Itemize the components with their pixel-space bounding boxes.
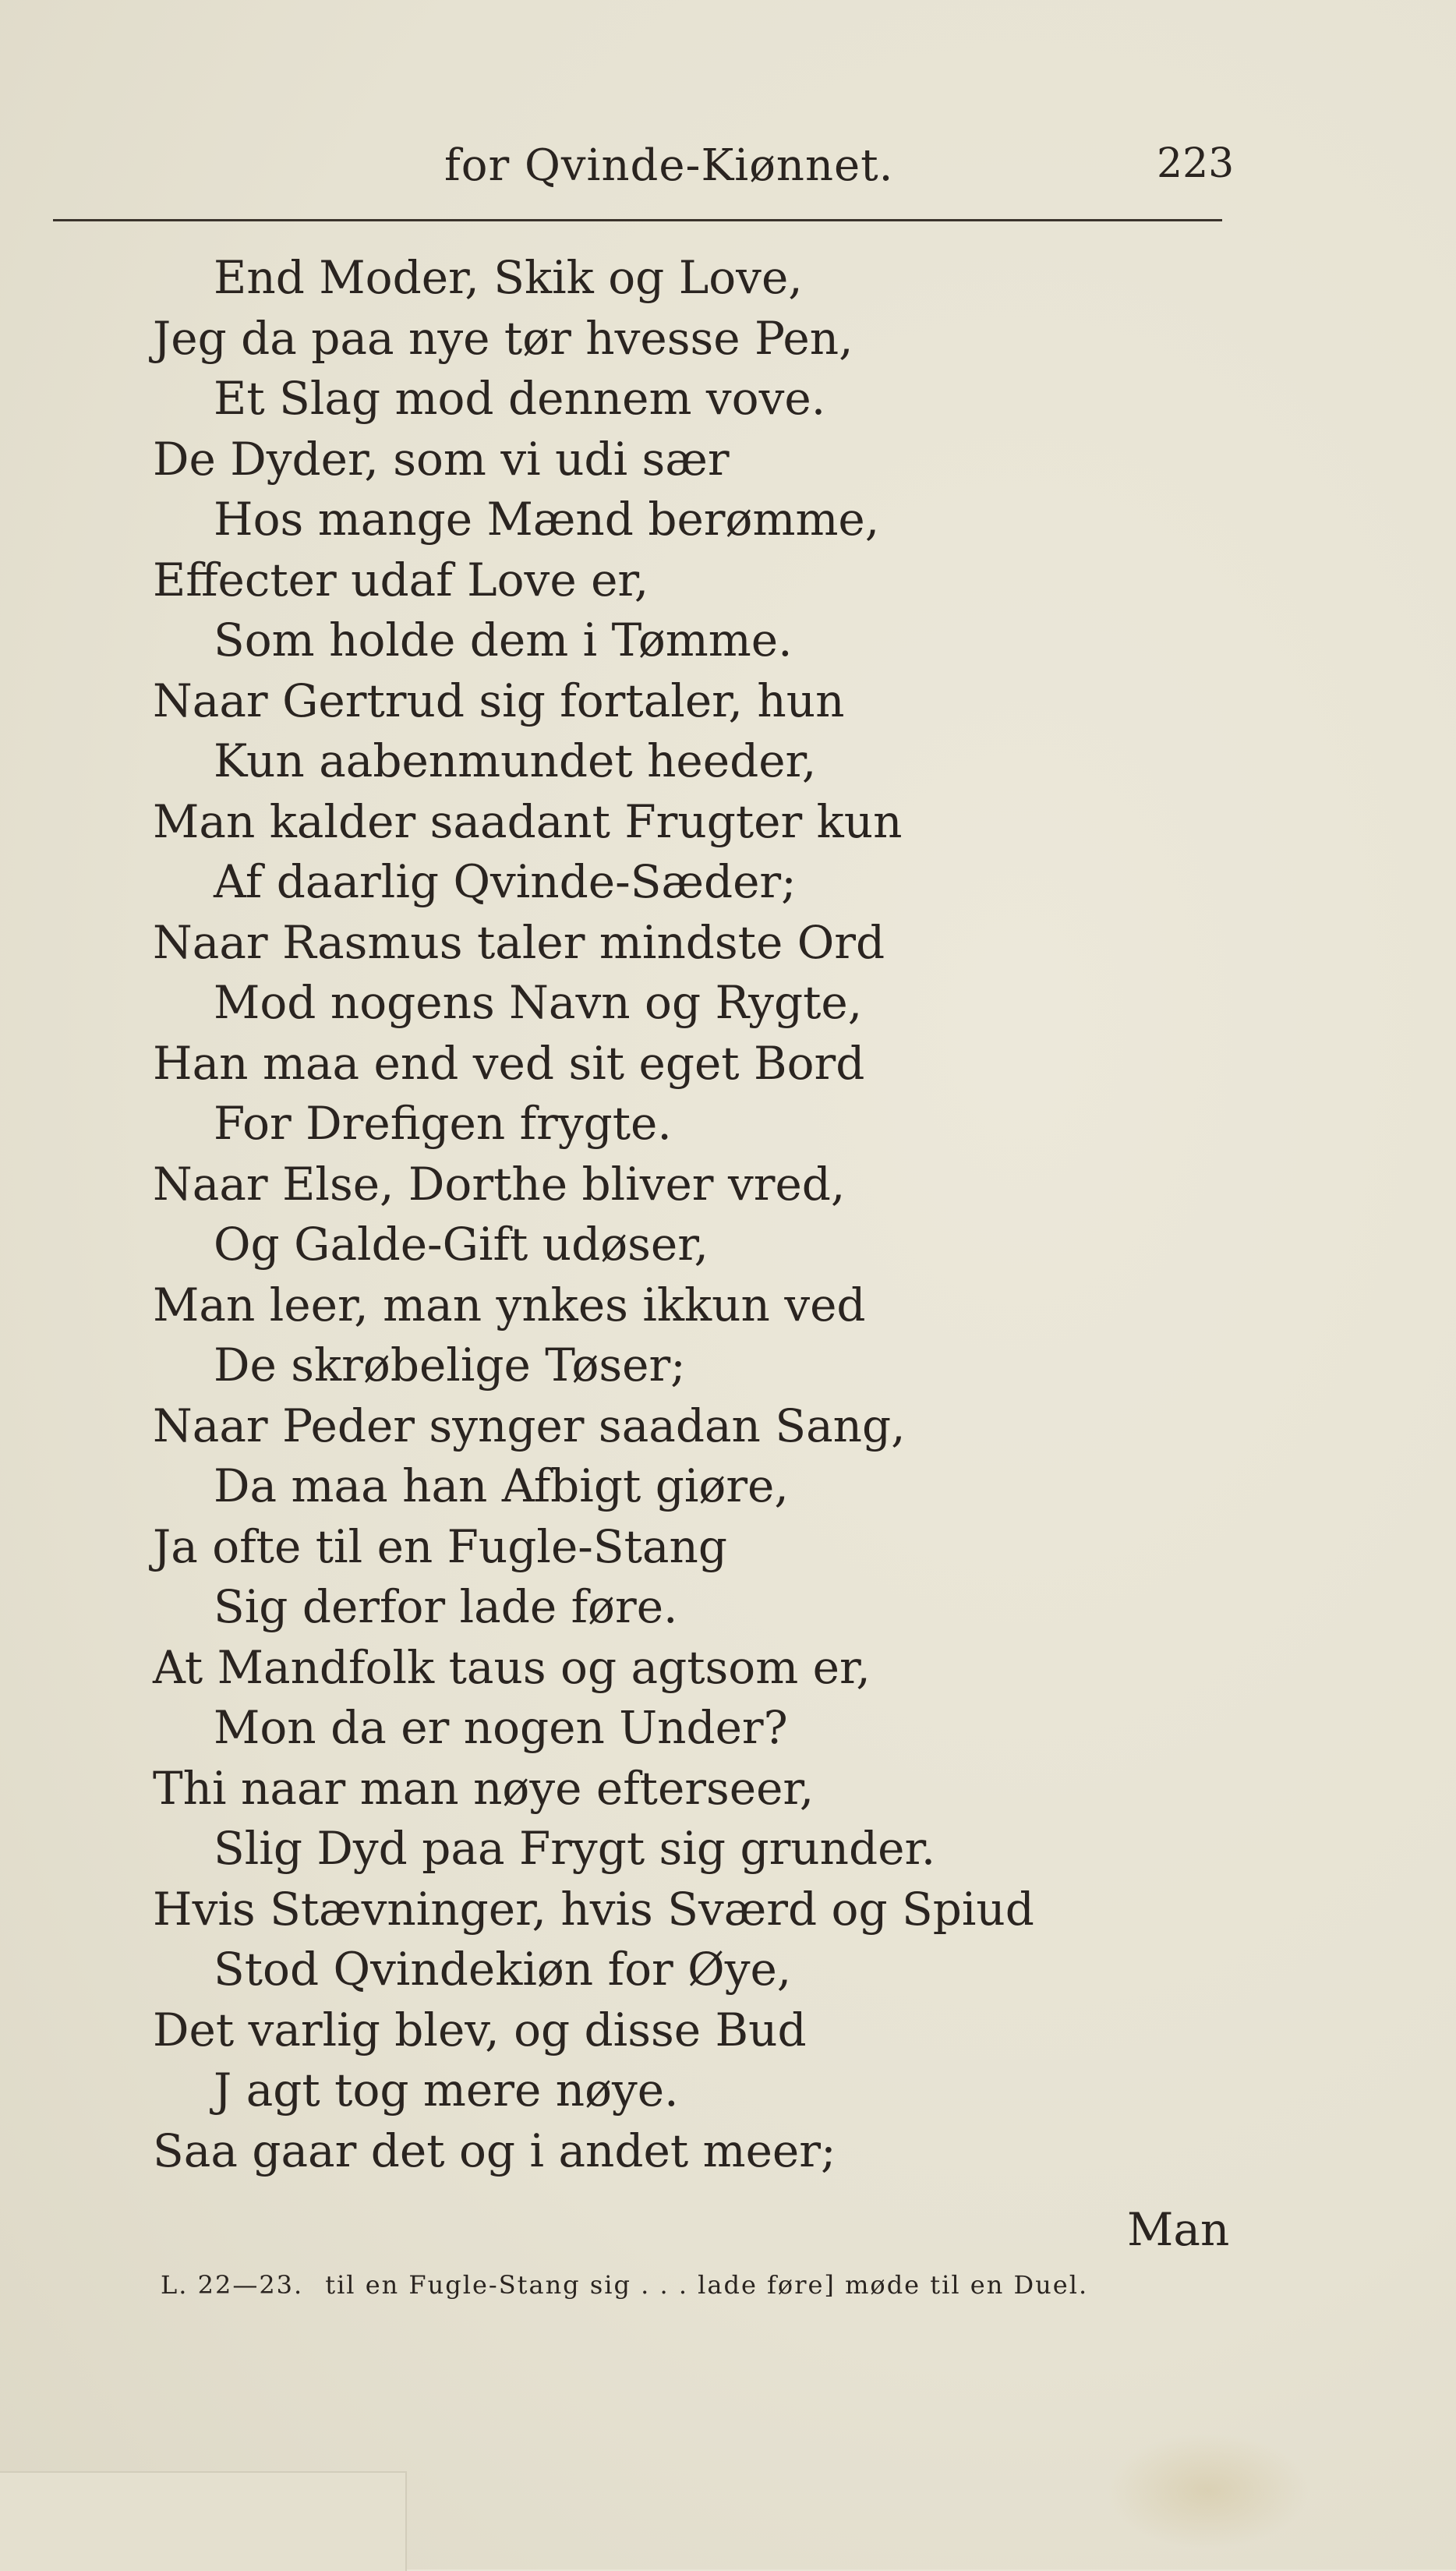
verse-line: De skrøbelige Tøser; (214, 1339, 686, 1392)
verse-line: Thi naar man nøye efterseer, (153, 1761, 815, 1815)
verse-line: Naar Gertrud sig fortaler, hun (153, 674, 845, 727)
paper-stain (1107, 2432, 1309, 2549)
verse-line: Han maa end ved sit eget Bord (153, 1036, 865, 1090)
running-head: for Qvinde-Kiønnet. (444, 140, 894, 191)
verse-line: Det varlig blev, og disse Bud (153, 2003, 807, 2056)
verse-line: Effecter udaf Love er, (153, 553, 649, 607)
verse-line: Man leer, man ynkes ikkun ved (153, 1278, 866, 1331)
verse-line: Et Slag mod dennem vove. (214, 372, 826, 425)
verse-line: Naar Else, Dorthe bliver vred, (153, 1157, 846, 1211)
verse-line: End Moder, Skik og Love, (214, 251, 803, 304)
verse-line: Hvis Stævninger, hvis Sværd og Spiud (153, 1882, 1034, 1936)
verse-line: Da maa han Afbigt giøre, (214, 1459, 789, 1512)
verse-line: Og Galde-Gift udøser, (214, 1218, 709, 1271)
poem-verse (153, 248, 1166, 2181)
verse-line: Hos mange Mænd berømme, (214, 493, 880, 546)
verse-line: For Drefigen frygte. (214, 1097, 672, 1150)
catchword: Man (1127, 2203, 1230, 2256)
verse-line: Naar Rasmus taler mindste Ord (153, 915, 885, 969)
verse-line: Man kalder saadant Frugter kun (153, 794, 903, 848)
verse-line: Slig Dyd paa Frygt sig grunder. (214, 1822, 936, 1875)
verse-line: Jeg da paa nye tør hvesse Pen, (153, 311, 853, 365)
header-rule (53, 219, 1222, 221)
verse-line: Mon da er nogen Under? (214, 1701, 788, 1754)
verse-line: At Mandfolk taus og agtsom er, (153, 1640, 871, 1694)
verse-line: De Dyder, som vi udi sær (153, 432, 730, 486)
verse-line: Mod nogens Navn og Rygte, (214, 976, 863, 1029)
footnote-reference: L. 22—23. (161, 2270, 304, 2300)
verse-line: J agt tog mere nøye. (214, 2064, 679, 2117)
verse-line: Ja ofte til en Fugle-Stang (153, 1519, 727, 1573)
verse-line: Af daarlig Qvinde-Sæder; (214, 855, 797, 908)
footnote (161, 2270, 1088, 2300)
footnote-text: til en Fugle-Stang sig . . . lade føre] møde til en Duel. (325, 2270, 1089, 2300)
verse-line: Kun aabenmundet heeder, (214, 734, 817, 787)
verse-line: Sig derfor lade føre. (214, 1580, 678, 1633)
page-edge (0, 2471, 407, 2571)
verse-line: Stod Qvindekiøn for Øye, (214, 1943, 792, 1996)
verse-line: Saa gaar det og i andet meer; (153, 2124, 836, 2177)
page-number: 223 (1157, 140, 1235, 187)
verse-line: Naar Peder synger saadan Sang, (153, 1399, 906, 1452)
verse-line: Som holde dem i Tømme. (214, 614, 793, 667)
